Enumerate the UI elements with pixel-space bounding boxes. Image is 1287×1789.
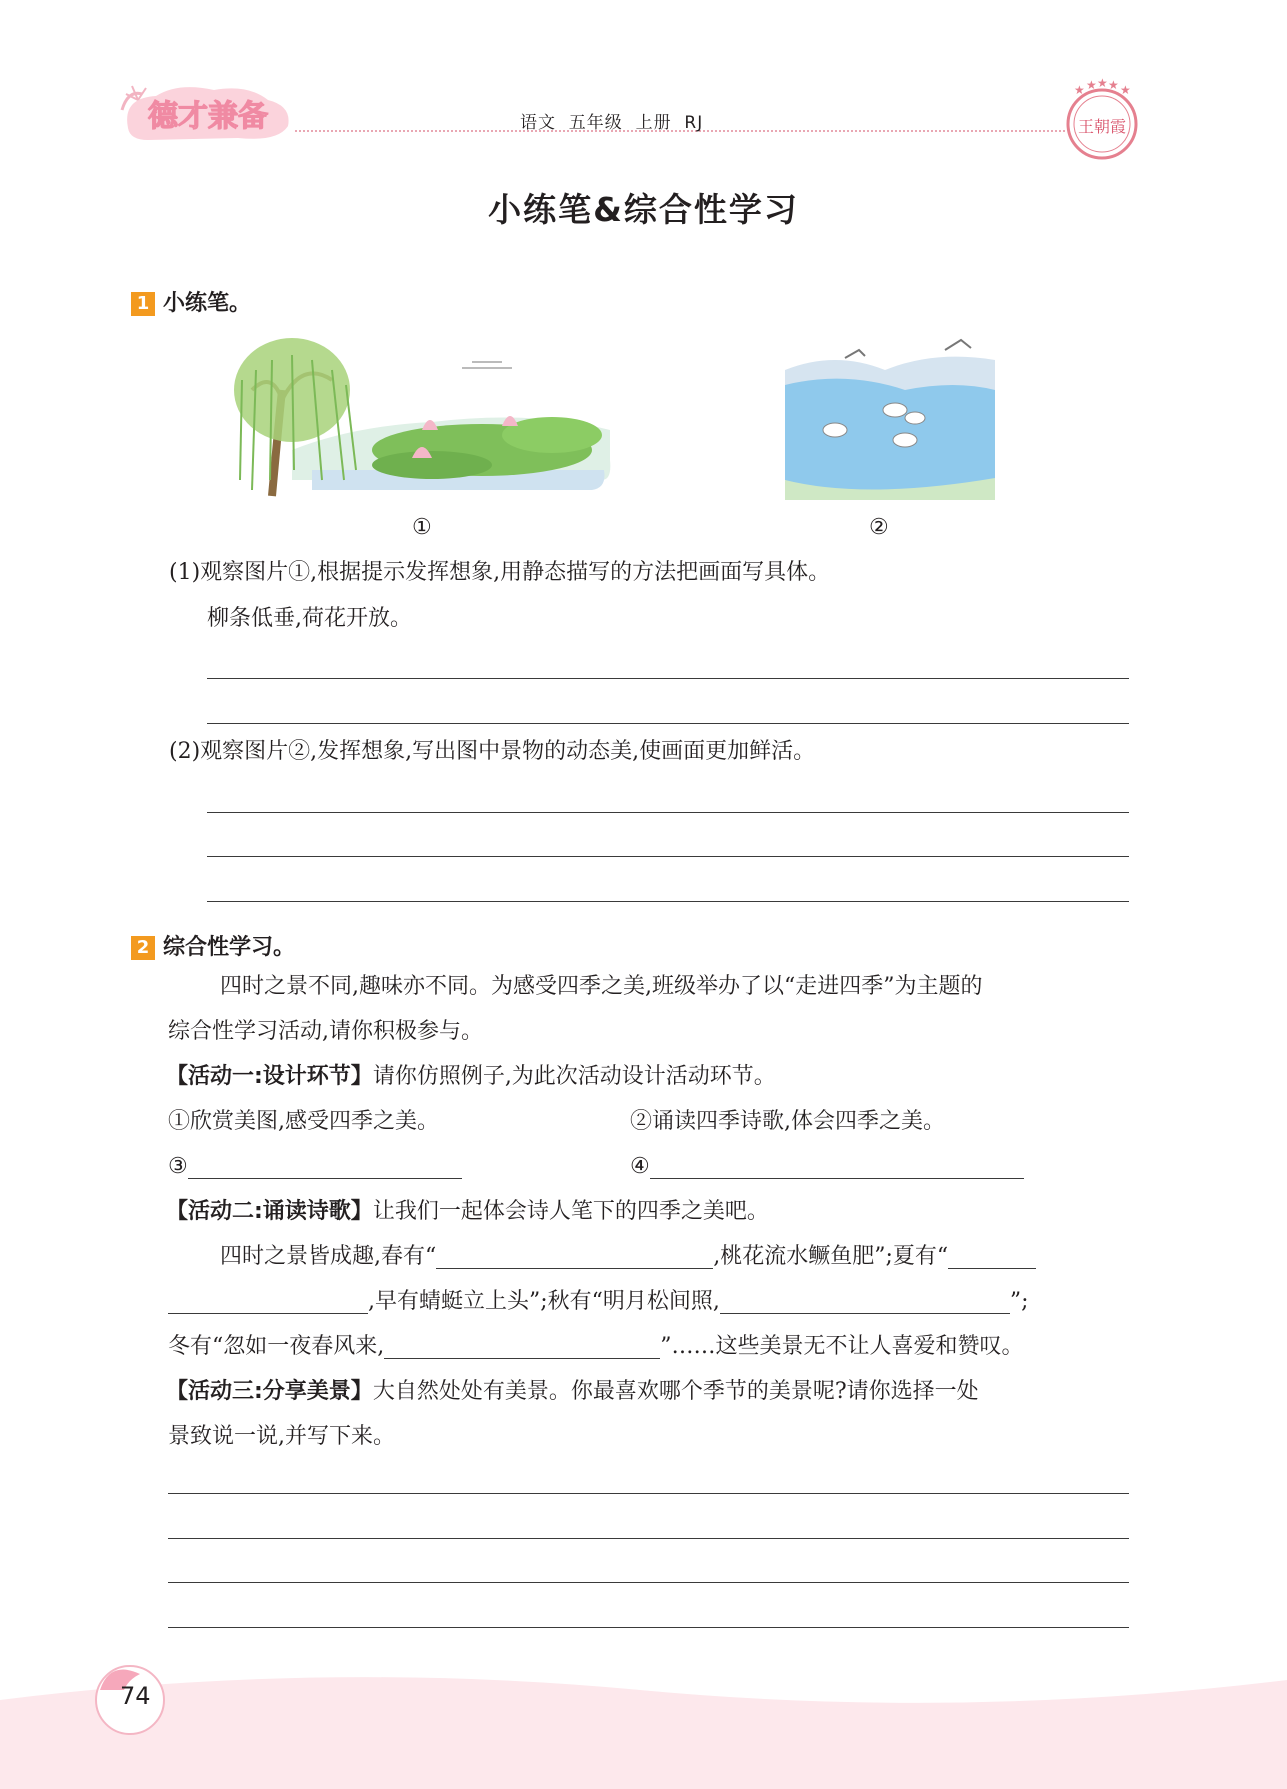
svg-text:★: ★ <box>1120 83 1131 97</box>
step-4-blank[interactable] <box>650 1154 1024 1179</box>
section-1-number: 1 <box>131 292 155 316</box>
step-1: ①欣赏美图,感受四季之美。 <box>168 1109 439 1134</box>
poem-text: 四时之景皆成趣,春有“ <box>220 1244 437 1269</box>
answer-line[interactable] <box>207 856 1129 857</box>
page-title: 小练笔&综合性学习 <box>488 190 799 229</box>
intro-line-1: 四时之景不同,趣味亦不同。为感受四季之美,班级举办了以“走进四季”为主题的 <box>220 974 983 999</box>
answer-line[interactable] <box>168 1627 1129 1628</box>
activity-1-label: 【活动一:设计环节】 <box>166 1064 373 1089</box>
activity-1 <box>166 1062 776 1092</box>
poem-line-1 <box>220 1242 1036 1272</box>
activity-3-line-2: 景致说一说,并写下来。 <box>168 1424 395 1449</box>
lake-swans-picture <box>785 330 995 500</box>
answer-line[interactable] <box>207 678 1129 679</box>
activity-2 <box>166 1197 769 1227</box>
seal-text: 王朝霞 <box>1077 117 1127 136</box>
poem-blank-summer-start[interactable] <box>948 1244 1036 1269</box>
answer-line[interactable] <box>168 1493 1129 1494</box>
poem-text: ”; <box>1009 1289 1029 1314</box>
poem-text: 冬有“忽如一夜春风来, <box>168 1334 385 1359</box>
poem-blank-winter[interactable] <box>384 1334 660 1359</box>
svg-text:★: ★ <box>1108 78 1119 92</box>
step-3 <box>168 1152 462 1182</box>
footer-wave <box>0 1660 1287 1789</box>
poem-blank-summer[interactable] <box>168 1289 368 1314</box>
answer-line[interactable] <box>207 812 1129 813</box>
activity-3 <box>166 1377 979 1407</box>
step-4 <box>630 1152 1024 1182</box>
poem-text: ”……这些美景无不让人喜爱和赞叹。 <box>660 1334 1024 1359</box>
section-2-number: 2 <box>131 936 155 960</box>
activity-3-text: 大自然处处有美景。你最喜欢哪个季节的美景呢?请你选择一处 <box>372 1379 979 1404</box>
answer-line[interactable] <box>168 1582 1129 1583</box>
poem-blank-autumn[interactable] <box>720 1289 1010 1314</box>
answer-line[interactable] <box>207 901 1129 902</box>
activity-1-text: 请你仿照例子,为此次活动设计活动环节。 <box>372 1064 776 1089</box>
intro-line-2: 综合性学习活动,请你积极参与。 <box>168 1019 483 1044</box>
activity-2-label: 【活动二:诵读诗歌】 <box>166 1199 373 1224</box>
step-2: ②诵读四季诗歌,体会四季之美。 <box>630 1109 945 1134</box>
answer-line[interactable] <box>207 723 1129 724</box>
question-2: (2)观察图片②,发挥想象,写出图中景物的动态美,使画面更加鲜活。 <box>169 739 816 764</box>
brand-text: 德才兼备 <box>148 99 268 134</box>
section-2-heading <box>131 930 295 961</box>
publisher-seal <box>1060 78 1144 162</box>
picture-2-label: ② <box>869 515 889 540</box>
step-3-blank[interactable] <box>188 1154 462 1179</box>
svg-text:★: ★ <box>1086 78 1097 92</box>
picture-1-label: ① <box>412 515 432 540</box>
section-1-title: 小练笔。 <box>163 291 252 316</box>
header-meta: 语文 五年级 上册 RJ <box>520 113 704 133</box>
activity-2-text: 让我们一起体会诗人笔下的四季之美吧。 <box>372 1199 769 1224</box>
section-2-title: 综合性学习。 <box>163 935 296 960</box>
poem-line-3 <box>168 1332 1024 1362</box>
brand-logo <box>118 80 294 146</box>
poem-blank-spring[interactable] <box>436 1244 713 1269</box>
svg-text:★: ★ <box>1074 83 1085 97</box>
willow-lotus-picture <box>232 330 612 502</box>
section-1-heading <box>131 286 251 317</box>
question-1: (1)观察图片①,根据提示发挥想象,用静态描写的方法把画面写具体。 <box>169 560 831 585</box>
question-1-hint: 柳条低垂,荷花开放。 <box>207 606 412 631</box>
poem-line-2 <box>168 1287 1029 1317</box>
poem-text: ,桃花流水鳜鱼肥”;夏有“ <box>713 1244 949 1269</box>
step-3-label: ③ <box>168 1154 188 1179</box>
activity-3-label: 【活动三:分享美景】 <box>166 1379 373 1404</box>
page-number: 74 <box>120 1682 151 1710</box>
step-4-label: ④ <box>630 1154 650 1179</box>
poem-text: ,早有蜻蜓立上头”;秋有“明月松间照, <box>368 1289 720 1314</box>
svg-text:★: ★ <box>1097 78 1108 90</box>
answer-line[interactable] <box>168 1538 1129 1539</box>
